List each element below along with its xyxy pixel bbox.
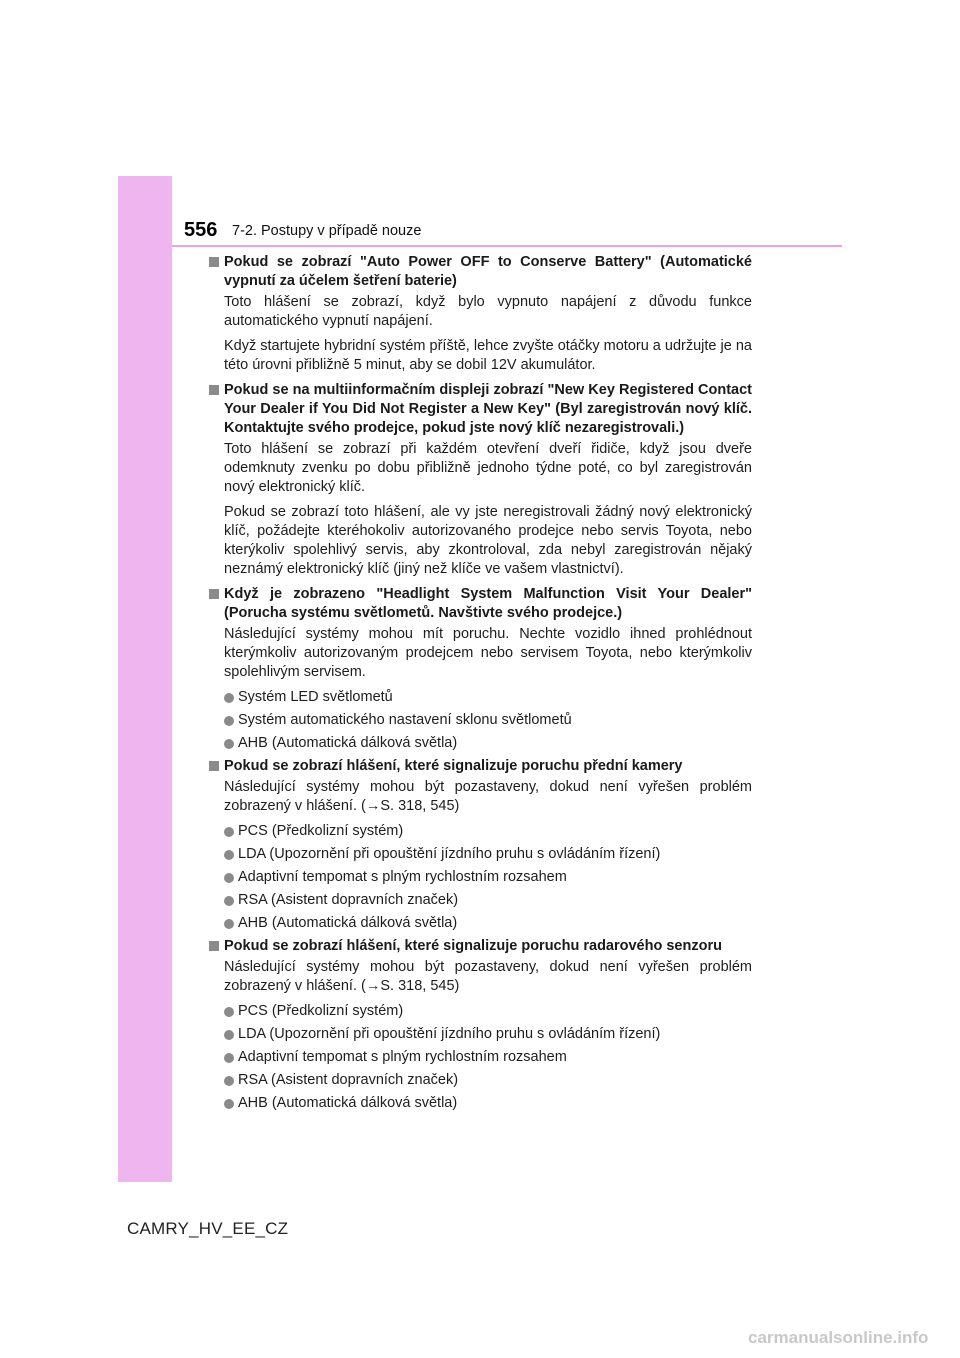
square-bullet-icon — [209, 385, 219, 395]
round-bullet-icon — [224, 1076, 234, 1086]
paragraph: Toto hlášení se zobrazí při každém otevření dveří řidiče, když jsou dveře odemknuty zvenku po dobu přibližně jednoho týdne poté, co byl zaregistrován nový elektronický klíč. — [224, 441, 752, 495]
round-bullet-icon — [224, 827, 234, 837]
document-code: CAMRY_HV_EE_CZ — [127, 1219, 289, 1238]
page-number: 556 — [184, 219, 218, 241]
round-bullet-icon — [224, 693, 234, 703]
list-item: PCS (Předkolizní systém) — [209, 822, 752, 841]
paragraph: Když startujete hybridní systém příště, lehce zvyšte otáčky motoru a udržujte je na této úrovni přibližně 5 minut, aby se dobil 12V akumulátor. — [224, 338, 752, 373]
list-item: LDA (Upozornění při opouštění jízdního pruhu s ovládáním řízení) — [209, 1025, 752, 1044]
section-heading — [209, 757, 752, 776]
round-bullet-icon — [224, 850, 234, 860]
section-heading — [209, 937, 752, 956]
header-divider — [172, 245, 842, 247]
square-bullet-icon — [209, 589, 219, 599]
list-item: AHB (Automatická dálková světla) — [209, 1094, 752, 1113]
round-bullet-icon — [224, 1099, 234, 1109]
round-bullet-icon — [224, 716, 234, 726]
round-bullet-icon — [224, 1030, 234, 1040]
list-item: Systém LED světlometů — [209, 688, 752, 707]
paragraph: Následující systémy mohou být pozastaveny, dokud není vyřešen problém zobrazený v hlášení. (→S. 318, 545) — [224, 779, 752, 814]
section-heading-text: Pokud se zobrazí hlášení, které signalizuje poruchu přední kamery — [224, 758, 683, 774]
section-heading-text: Když je zobrazeno "Headlight System Malfunction Visit Your Dealer" (Porucha systému světlometů. Navštivte svého prodejce.) — [224, 586, 752, 621]
list-item: Adaptivní tempomat s plným rychlostním rozsahem — [209, 1048, 752, 1067]
list-item: RSA (Asistent dopravních značek) — [209, 891, 752, 910]
paragraph: Následující systémy mohou být pozastaveny, dokud není vyřešen problém zobrazený v hlášení. (→S. 318, 545) — [224, 959, 752, 994]
paragraph: Toto hlášení se zobrazí, když bylo vypnuto napájení z důvodu funkce automatického vypnutí napájení. — [224, 294, 752, 329]
section-heading-text: Pokud se na multiinformačním displeji zobrazí "New Key Registered Contact Your Dealer if You Did Not Register a New Key" (Byl zaregistrován nový klíč. Kontaktujte svého prodejce, pokud jste nový klíč nezaregistrovali.) — [224, 382, 752, 436]
square-bullet-icon — [209, 257, 219, 267]
section-heading — [209, 585, 752, 623]
list-item: RSA (Asistent dopravních značek) — [209, 1071, 752, 1090]
list-item: Systém automatického nastavení sklonu světlometů — [209, 711, 752, 730]
paragraph: Pokud se zobrazí toto hlášení, ale vy jste neregistrovali žádný nový elektronický klíč, požádejte kteréhokoliv autorizovaného prodejce nebo servis Toyota, nebo kterýkoliv spolehlivý servis, aby zkontroloval, zda nebyl zaregistrován nějaký neznámý elektronický klíč (jiný než klíče ve vašem vlastnictví). — [224, 504, 752, 577]
list-item: AHB (Automatická dálková světla) — [209, 914, 752, 933]
square-bullet-icon — [209, 941, 219, 951]
list-item: Adaptivní tempomat s plným rychlostním rozsahem — [209, 868, 752, 887]
square-bullet-icon — [209, 761, 219, 771]
section-heading — [209, 253, 752, 291]
section-title: 7-2. Postupy v případě nouze — [232, 223, 422, 239]
watermark: carmanualsonline.info — [748, 1328, 929, 1347]
section-heading-text: Pokud se zobrazí "Auto Power OFF to Conserve Battery" (Automatické vypnutí za účelem šetření baterie) — [224, 254, 752, 289]
round-bullet-icon — [224, 739, 234, 749]
list-item: LDA (Upozornění při opouštění jízdního pruhu s ovládáním řízení) — [209, 845, 752, 864]
list-item: AHB (Automatická dálková světla) — [209, 734, 752, 753]
section-heading — [209, 381, 752, 438]
page-content — [209, 253, 752, 1117]
chapter-sidebar-tab — [118, 176, 172, 1182]
round-bullet-icon — [224, 919, 234, 929]
paragraph: Následující systémy mohou mít poruchu. Nechte vozidlo ihned prohlédnout kterýmkoliv autorizovaným prodejcem nebo servisem Toyota, nebo kterýmkoliv spolehlivým servisem. — [224, 626, 752, 680]
round-bullet-icon — [224, 1007, 234, 1017]
list-item: PCS (Předkolizní systém) — [209, 1002, 752, 1021]
round-bullet-icon — [224, 873, 234, 883]
section-heading-text: Pokud se zobrazí hlášení, které signalizuje poruchu radarového senzoru — [224, 938, 722, 954]
round-bullet-icon — [224, 1053, 234, 1063]
round-bullet-icon — [224, 896, 234, 906]
